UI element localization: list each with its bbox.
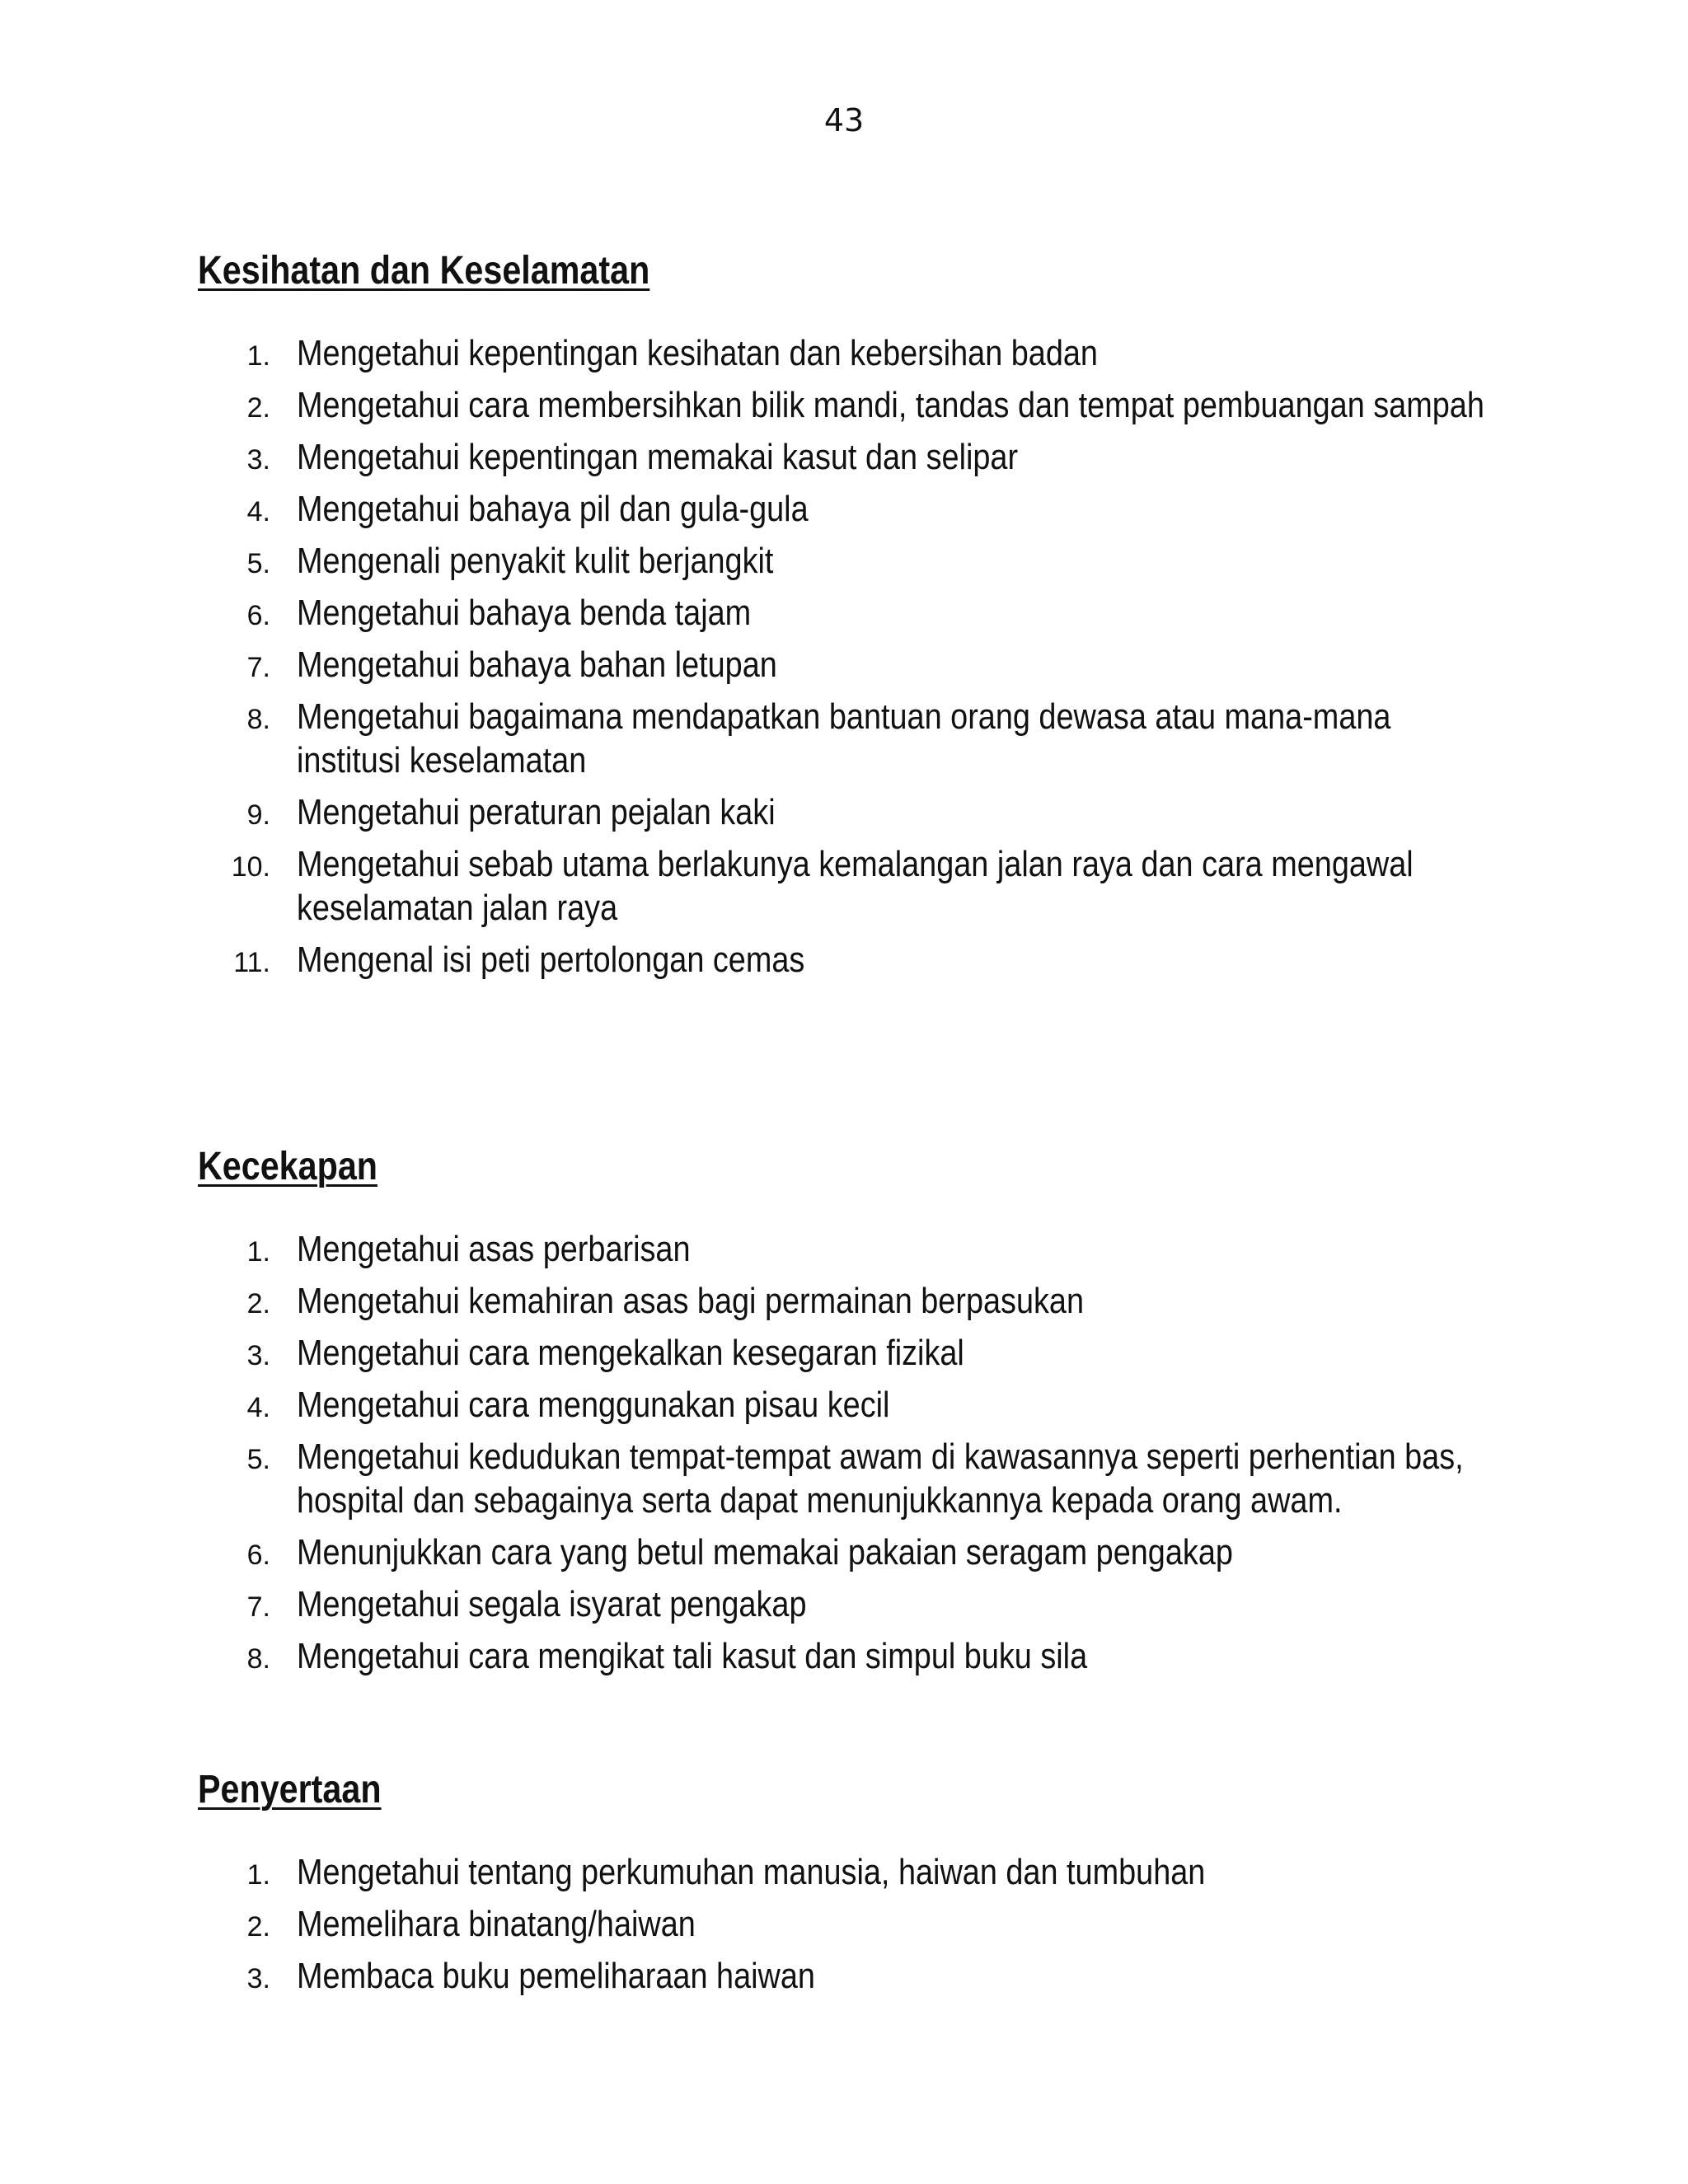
item-number: 6. — [246, 1540, 270, 1571]
item-list — [198, 1227, 1517, 1678]
item-number: 4. — [246, 496, 270, 527]
item-text: Mengetahui cara mengekalkan kesegaran fizikal — [297, 1333, 964, 1373]
list-item — [198, 487, 1517, 531]
item-text: Mengetahui cara menggunakan pisau kecil — [297, 1385, 890, 1425]
list-item — [198, 1902, 1517, 1946]
item-number: 8. — [246, 1643, 270, 1675]
item-text: Memelihara binatang/haiwan — [297, 1904, 696, 1944]
item-list — [198, 331, 1517, 982]
section-kecekapan — [198, 1143, 1517, 1686]
list-item — [198, 1530, 1517, 1574]
list-item — [198, 695, 1517, 782]
item-text: Membaca buku pemeliharaan haiwan — [297, 1956, 815, 1996]
list-item — [198, 938, 1517, 982]
item-number: 5. — [246, 548, 270, 579]
item-number: 6. — [246, 600, 270, 631]
item-number: 3. — [246, 1340, 270, 1371]
item-text: Mengetahui kedudukan tempat-tempat awam di kawasannya seperti perhentian bas, hospital dan sebagainya serta dapat menunjukkannya kepada orang awam. — [297, 1436, 1464, 1521]
list-item — [198, 1227, 1517, 1271]
item-list — [198, 1850, 1517, 1998]
item-number: 2. — [246, 1288, 270, 1319]
list-item — [198, 331, 1517, 375]
list-item — [198, 591, 1517, 635]
item-text: Mengetahui kepentingan kesihatan dan kebersihan badan — [297, 333, 1098, 373]
item-text: Mengetahui sebab utama berlakunya kemalangan jalan raya dan cara mengawal keselamatan jalan raya — [297, 844, 1414, 928]
item-text: Mengetahui cara membersihkan bilik mandi, tandas dan tempat pembuangan sampah — [297, 385, 1484, 425]
item-number: 3. — [246, 444, 270, 476]
list-item — [198, 383, 1517, 427]
list-item — [198, 842, 1517, 930]
list-item — [198, 1634, 1517, 1678]
section-kesihatan-dan-keselamatan — [198, 247, 1517, 990]
item-text: Mengetahui kepentingan memakai kasut dan selipar — [297, 437, 1019, 477]
section-penyertaan — [198, 1766, 1517, 2006]
item-number: 7. — [246, 652, 270, 683]
item-number: 2. — [246, 392, 270, 424]
item-number: 9. — [246, 799, 270, 831]
list-item — [198, 790, 1517, 834]
item-text: Mengetahui bahaya bahan letupan — [297, 644, 777, 685]
item-number: 2. — [246, 1911, 270, 1943]
list-item — [198, 1279, 1517, 1323]
list-item — [198, 1383, 1517, 1427]
item-text: Mengetahui bahaya benda tajam — [297, 593, 752, 633]
item-text: Mengetahui segala isyarat pengakap — [297, 1584, 807, 1624]
item-number: 7. — [246, 1591, 270, 1623]
list-item — [198, 1331, 1517, 1375]
list-item — [198, 435, 1517, 479]
section-heading: Penyertaan — [198, 1768, 382, 1811]
list-item — [198, 643, 1517, 687]
item-number: 1. — [246, 1859, 270, 1891]
list-item — [198, 539, 1517, 583]
item-text: Mengetahui kemahiran asas bagi permainan berpasukan — [297, 1281, 1085, 1321]
list-item — [198, 1435, 1517, 1522]
item-number: 1. — [246, 1236, 270, 1268]
item-text: Mengenali penyakit kulit berjangkit — [297, 541, 774, 581]
item-number: 10. — [231, 851, 270, 883]
item-text: Mengetahui peraturan pejalan kaki — [297, 792, 776, 832]
item-number: 5. — [246, 1444, 270, 1475]
item-text: Mengetahui asas perbarisan — [297, 1229, 691, 1269]
item-text: Mengetahui tentang perkumuhan manusia, haiwan dan tumbuhan — [297, 1852, 1206, 1892]
list-item — [198, 1850, 1517, 1894]
item-number: 1. — [246, 340, 270, 372]
item-text: Mengetahui bahaya pil dan gula-gula — [297, 489, 809, 529]
item-number: 11. — [233, 947, 270, 978]
section-heading: Kesihatan dan Keselamatan — [198, 249, 650, 293]
item-text: Mengetahui cara mengikat tali kasut dan simpul buku sila — [297, 1636, 1088, 1676]
item-number: 8. — [246, 704, 270, 735]
page-number: 43 — [823, 102, 865, 138]
item-number: 4. — [246, 1392, 270, 1423]
item-text: Mengetahui bagaimana mendapatkan bantuan orang dewasa atau mana-mana institusi keselamatan — [297, 696, 1391, 780]
item-text: Menunjukkan cara yang betul memakai pakaian seragam pengakap — [297, 1532, 1233, 1572]
item-text: Mengenal isi peti pertolongan cemas — [297, 940, 805, 980]
section-heading: Kecekapan — [198, 1145, 377, 1188]
item-number: 3. — [246, 1963, 270, 1994]
list-item — [198, 1582, 1517, 1626]
list-item — [198, 1954, 1517, 1998]
